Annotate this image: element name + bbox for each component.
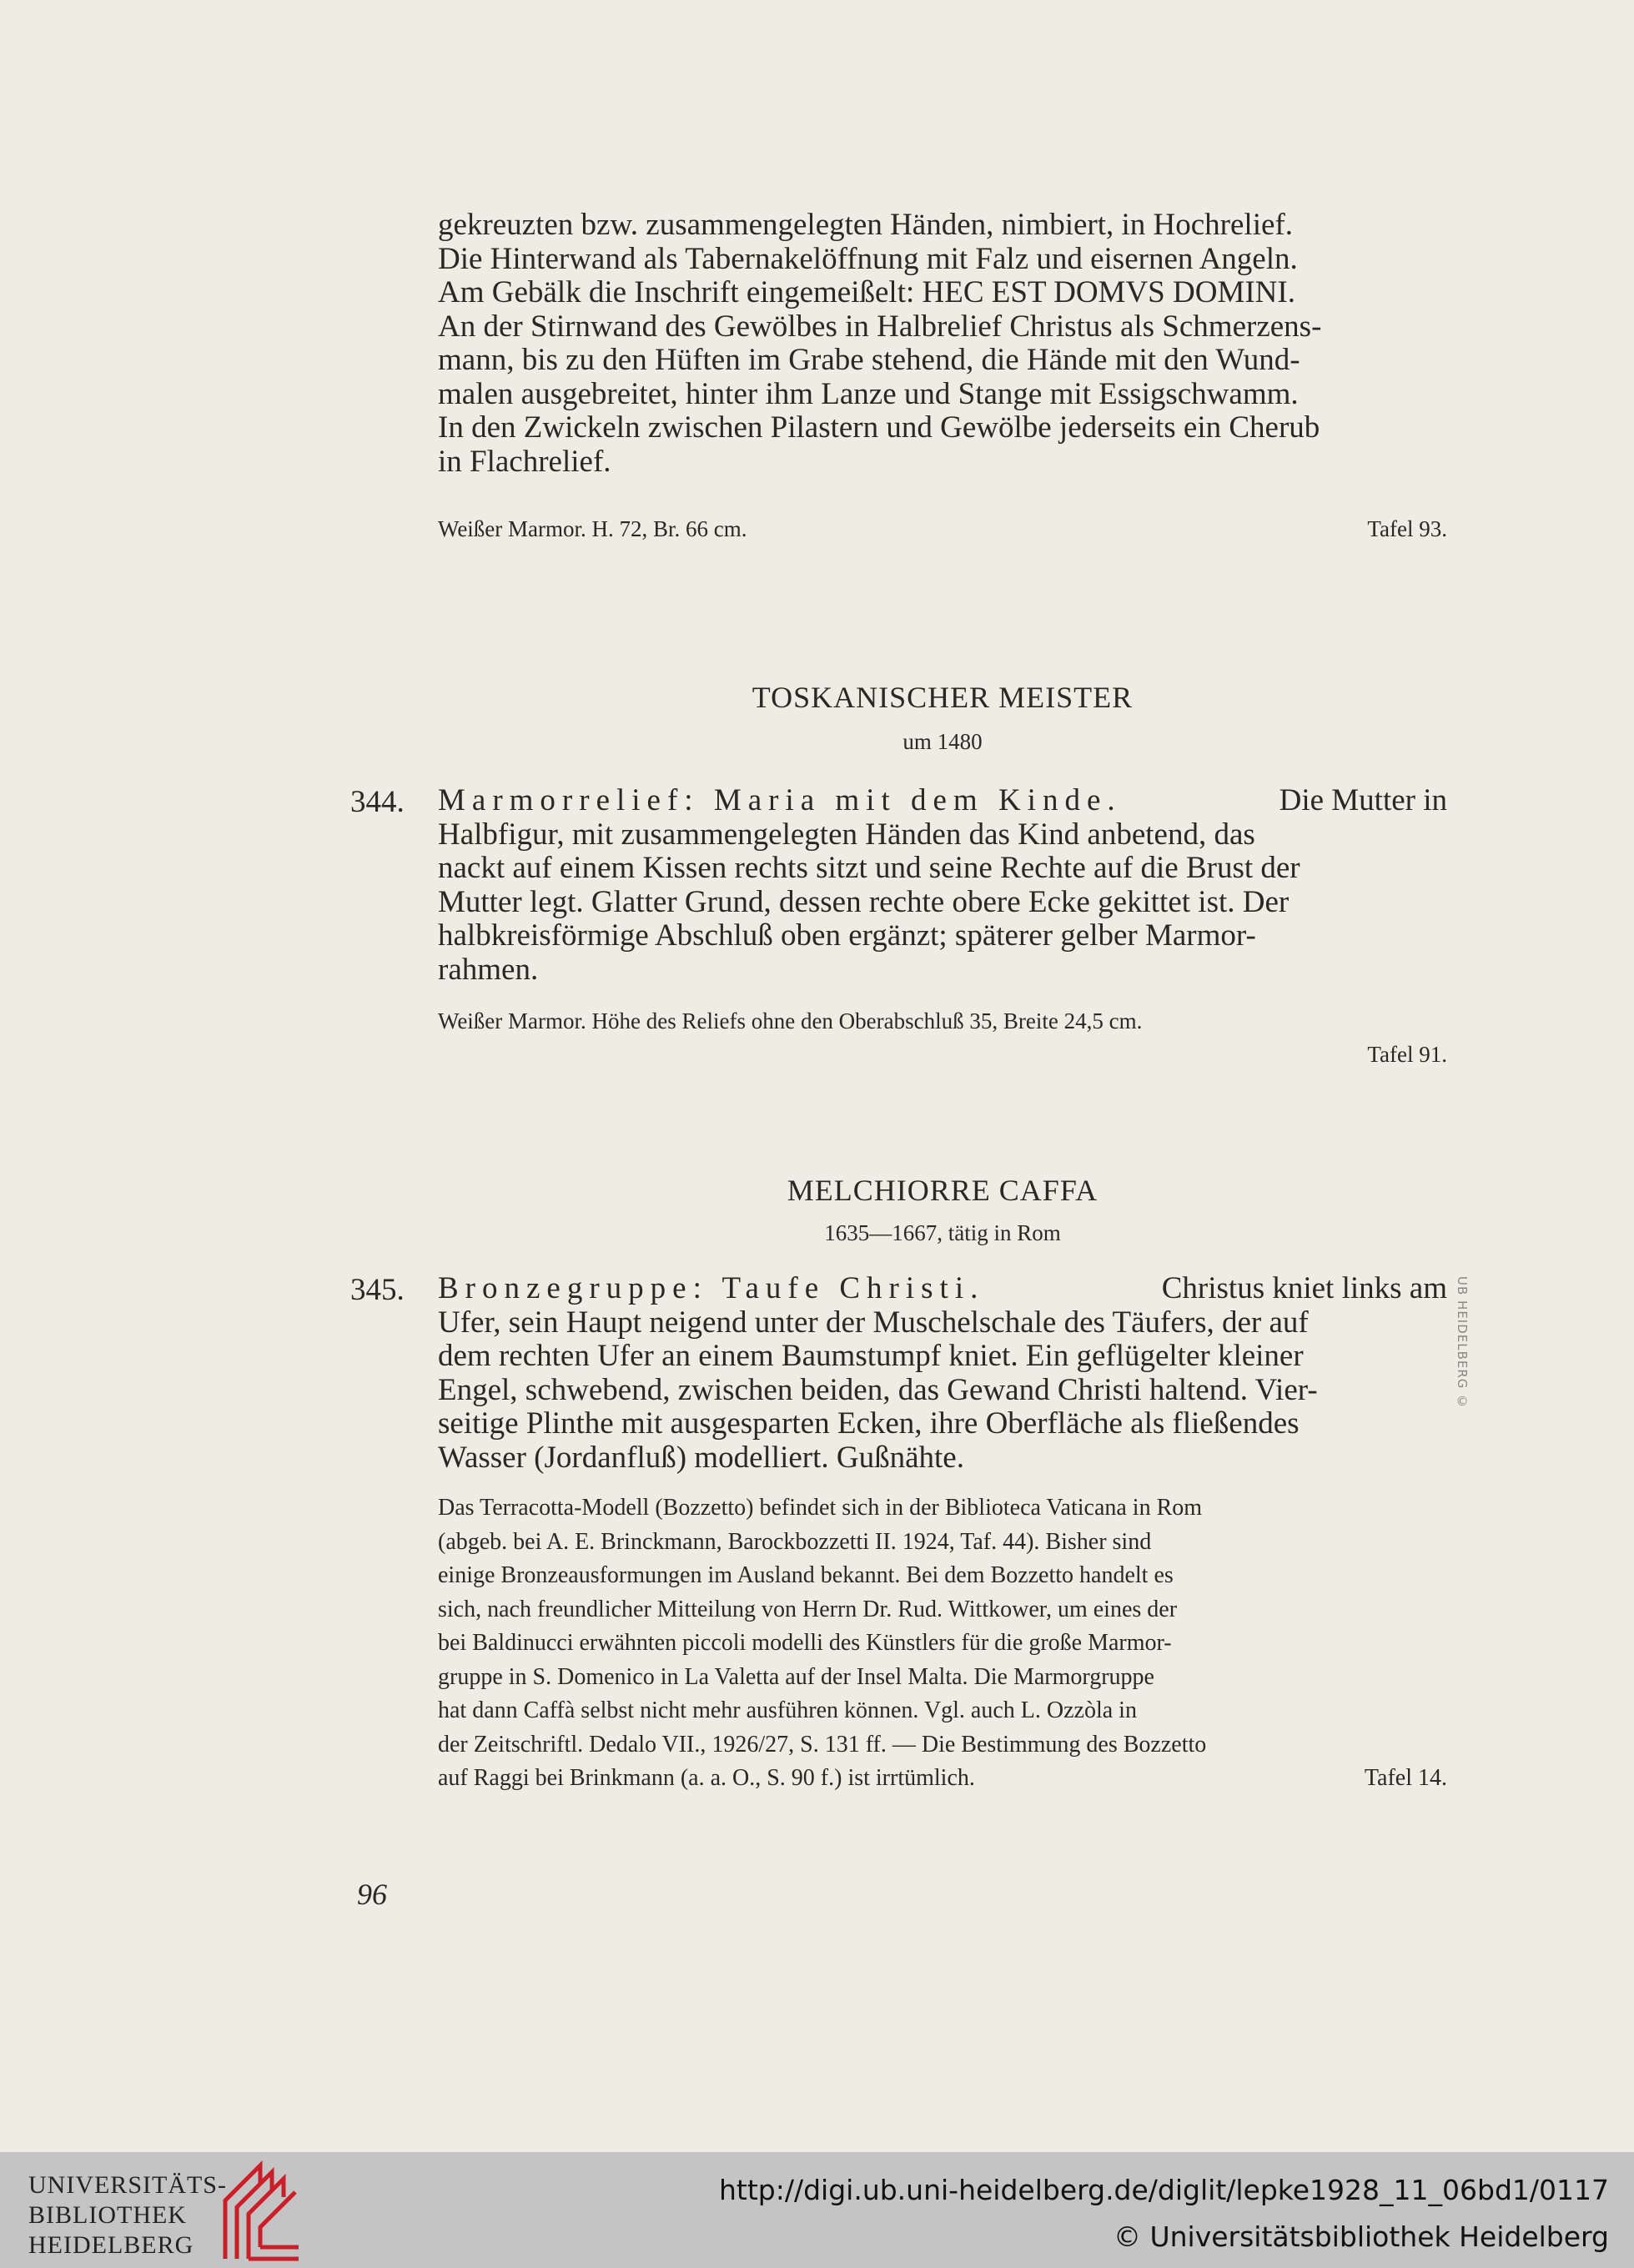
section-heading: MELCHIORRE CAFFA [787, 1174, 1099, 1207]
text-line: Am Gebälk die Inschrift eingemeißelt: HEC EST DOMVS DOMINI. [438, 275, 1295, 309]
library-name-line: UNIVERSITÄTS- [28, 2171, 227, 2199]
library-name-line: HEIDELBERG [28, 2231, 194, 2259]
entry-344-material-row [438, 1004, 1447, 1071]
note-line: gruppe in S. Domenico in La Valetta auf der Insel Malta. Die Marmorgruppe [438, 1663, 1154, 1690]
material-note: Weißer Marmor. H. 72, Br. 66 cm. [438, 516, 747, 541]
note-line: sich, nach freundlicher Mitteilung von Herrn Dr. Rud. Wittkower, um eines der [438, 1596, 1178, 1622]
text-line: Die Mutter in [1279, 783, 1447, 817]
text-line: gekreuzten bzw. zusammengelegten Händen, nimbiert, in Hochrelief. [438, 208, 1293, 242]
entry-title-line [438, 1272, 1447, 1306]
note-line: einige Bronzeausformungen im Ausland bekannt. Bei dem Bozzetto handelt es [438, 1562, 1174, 1588]
text-line: Die Hinterwand als Tabernakelöffnung mit Falz und eisernen Angeln. [438, 241, 1298, 276]
note-line: der Zeitschriftl. Dedalo VII., 1926/27, S. 131 ff. — Die Bestimmung des Bozzetto [438, 1731, 1207, 1758]
section-date: 1635—1667, tätig in Rom [824, 1220, 1061, 1245]
text-line: Engel, schwebend, zwischen beiden, das Gewand Christi haltend. Vier- [438, 1372, 1318, 1407]
note-line: Das Terracotta-Modell (Bozzetto) befindet sich in der Biblioteca Vaticana in Rom [438, 1495, 1203, 1521]
note-line: auf Raggi bei Brinkmann (a. a. O., S. 90 f.) ist irrtümlich. [438, 1765, 975, 1791]
entry-345-text [438, 1272, 1447, 1475]
note-line: bei Baldinucci erwähnten piccoli modelli des Künstlers für die große Marmor- [438, 1630, 1172, 1656]
text-line: dem rechten Ufer an einem Baumstumpf kniet. Ein geflügelter kleiner [438, 1339, 1304, 1373]
text-line: In den Zwickeln zwischen Pilastern und Gewölbe jederseits ein Cherub [438, 410, 1320, 445]
entry-343-material-row [438, 512, 1447, 546]
plate-reference: Tafel 91. [1367, 1042, 1447, 1067]
text-line: mann, bis zu den Hüften im Grabe stehend, die Hände mit den Wund- [438, 343, 1300, 377]
entry-344-text [438, 784, 1447, 987]
entry-number: 345. [350, 1273, 405, 1307]
entry-343-text [438, 209, 1447, 479]
text-line: malen ausgebreitet, hinter ihm Lanze und Stange mit Essigschwamm. [438, 376, 1299, 411]
plate-reference: Tafel 14. [1364, 1765, 1447, 1791]
entry-title: Marmorrelief: Maria mit dem Kinde. [438, 783, 1122, 817]
page-number: 96 [357, 1878, 387, 1911]
entry-title-line [438, 784, 1447, 818]
source-url-link[interactable]: http://digi.ub.uni-heidelberg.de/diglit/lepke1928_11_06bd1/0117 [719, 2174, 1609, 2206]
entry-number: 344. [350, 785, 405, 819]
text-line: halbkreisförmige Abschluß oben ergänzt; späterer gelber Marmor- [438, 918, 1256, 953]
text-line: nackt auf einem Kissen rechts sitzt und seine Rechte auf die Brust der [438, 851, 1300, 885]
text-line: Christus kniet links am [1161, 1271, 1447, 1305]
entry-title: Bronzegruppe: Taufe Christi. [438, 1271, 985, 1305]
footer-bar [0, 2152, 1634, 2268]
text-line: seitige Plinthe mit ausgesparten Ecken, ihre Oberfläche als fließendes [438, 1406, 1300, 1441]
text-line: Mutter legt. Glatter Grund, dessen rechte obere Ecke gekittet ist. Der [438, 884, 1290, 919]
section-date: um 1480 [902, 729, 983, 754]
section-heading: TOSKANISCHER MEISTER [752, 681, 1134, 714]
text-line: An der Stirnwand des Gewölbes in Halbrelief Christus als Schmerzens- [438, 309, 1322, 344]
copyright-notice: © Universitätsbibliothek Heidelberg [1113, 2220, 1609, 2253]
library-logo-icon [209, 2160, 309, 2262]
entry-345-note [438, 1491, 1447, 1796]
text-line: Wasser (Jordanfluß) modelliert. Gußnähte. [438, 1440, 964, 1475]
text-line: in Flachrelief. [438, 444, 611, 479]
text-line: Halbfigur, mit zusammengelegten Händen das Kind anbetend, das [438, 817, 1255, 852]
library-name-line: BIBLIOTHEK [28, 2201, 187, 2229]
note-line: (abgeb. bei A. E. Brinckmann, Barockbozzetti II. 1924, Taf. 44). Bisher sind [438, 1528, 1152, 1555]
text-line: rahmen. [438, 952, 539, 987]
material-note: Weißer Marmor. Höhe des Reliefs ohne den Oberabschluß 35, Breite 24,5 cm. [438, 1008, 1143, 1033]
library-name [28, 2170, 227, 2260]
text-line: Ufer, sein Haupt neigend unter der Muschelschale des Täufers, der auf [438, 1305, 1309, 1340]
library-stamp: UB HEIDELBERG © [1455, 1276, 1470, 1411]
note-last-line [438, 1762, 1447, 1796]
note-line: hat dann Caffà selbst nicht mehr ausführen können. Vgl. auch L. Ozzòla in [438, 1697, 1137, 1723]
plate-reference: Tafel 93. [1367, 516, 1447, 541]
